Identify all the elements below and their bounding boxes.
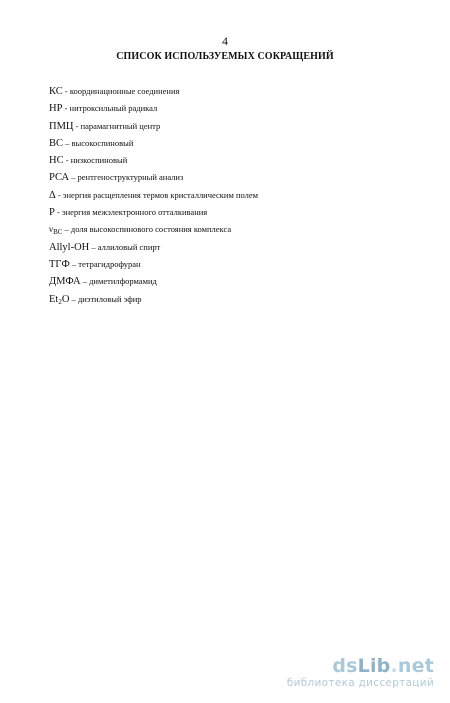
abbreviation-separator: - (62, 103, 70, 114)
abbreviation-list (49, 84, 258, 309)
abbreviation-separator: - (55, 189, 63, 200)
abbreviation-definition: доля высокоспинового состояния комплекса (70, 224, 232, 235)
abbreviation-definition: координационные соединения (69, 86, 180, 96)
logo-part-net: net (397, 655, 434, 677)
abbreviation-term: Allyl-OH (49, 241, 90, 253)
dslib-watermark-link[interactable] (287, 656, 434, 690)
list-item (49, 222, 258, 239)
list-item (49, 257, 258, 274)
abbreviation-separator: – (63, 137, 72, 148)
abbreviation-term: P (49, 207, 55, 219)
abbreviation-definition: диметилформамид (89, 276, 157, 287)
abbreviation-separator: – (62, 224, 71, 235)
abbreviation-definition: тетрагидрофуран (78, 258, 141, 269)
abbreviation-definition: рентгеноструктурный анализ (77, 172, 184, 183)
abbreviation-term: НР (49, 103, 63, 115)
logo-part-ds: ds (332, 655, 358, 677)
abbreviation-term: ДМФА (49, 276, 81, 288)
list-item (49, 240, 258, 257)
abbreviation-term: ПМЦ (49, 120, 74, 132)
list-item (49, 84, 258, 101)
abbreviation-term-base: Et (49, 293, 59, 305)
abbreviation-term: ВС (49, 137, 64, 149)
abbreviation-definition: диэтиловый эфир (77, 293, 142, 304)
abbreviation-term-suffix: O (61, 293, 70, 305)
dslib-logo (287, 656, 434, 676)
delta-symbol: Δ (49, 189, 56, 201)
list-item (49, 274, 258, 291)
abbreviation-definition: низкоспиновый (70, 155, 128, 166)
logo-part-lib: Lib (357, 655, 391, 677)
abbreviation-subscript: 2 (58, 297, 62, 306)
abbreviation-term: КС (49, 86, 63, 97)
abbreviation-separator: - (62, 86, 70, 96)
page-number: 4 (222, 34, 228, 48)
abbreviation-definition: парамагнитный центр (80, 120, 161, 131)
abbreviation-definition: высокоспиновый (71, 137, 134, 148)
abbreviation-separator: - (54, 207, 62, 218)
abbreviation-term (49, 224, 62, 235)
abbreviation-separator: - (63, 155, 71, 166)
list-item (49, 119, 258, 136)
abbreviation-term: ТГФ (49, 258, 70, 270)
abbreviation-term: РСА (49, 172, 70, 184)
list-item (49, 205, 258, 222)
list-item (49, 292, 258, 309)
page-title: СПИСОК ИСПОЛЬЗУЕМЫХ СОКРАЩЕНИЙ (116, 51, 334, 62)
list-item (49, 153, 258, 170)
abbreviation-definition: нитроксильный радикал (69, 103, 158, 114)
nu-symbol: ν (49, 224, 54, 235)
abbreviation-separator: – (80, 276, 90, 287)
abbreviation-definition: аллиловый спирт (97, 241, 161, 252)
logo-part-dot: . (390, 655, 398, 677)
list-item (49, 170, 258, 187)
abbreviation-term (49, 294, 69, 305)
abbreviation-separator: – (89, 241, 98, 252)
abbreviation-subscript: ВС (53, 228, 63, 237)
abbreviation-definition: энергия расщепления термов кристаллическим полем (62, 189, 259, 200)
list-item (49, 101, 258, 118)
watermark-subtitle: библиотека диссертаций (286, 677, 434, 689)
abbreviation-separator: - (73, 120, 81, 131)
abbreviation-definition: энергия межэлектронного отталкивания (61, 207, 208, 218)
abbreviation-term: НС (49, 155, 64, 167)
list-item (49, 188, 258, 205)
abbreviation-separator: – (69, 293, 78, 304)
abbreviation-separator: – (69, 172, 78, 183)
list-item (49, 136, 258, 153)
abbreviation-separator: – (69, 258, 79, 269)
